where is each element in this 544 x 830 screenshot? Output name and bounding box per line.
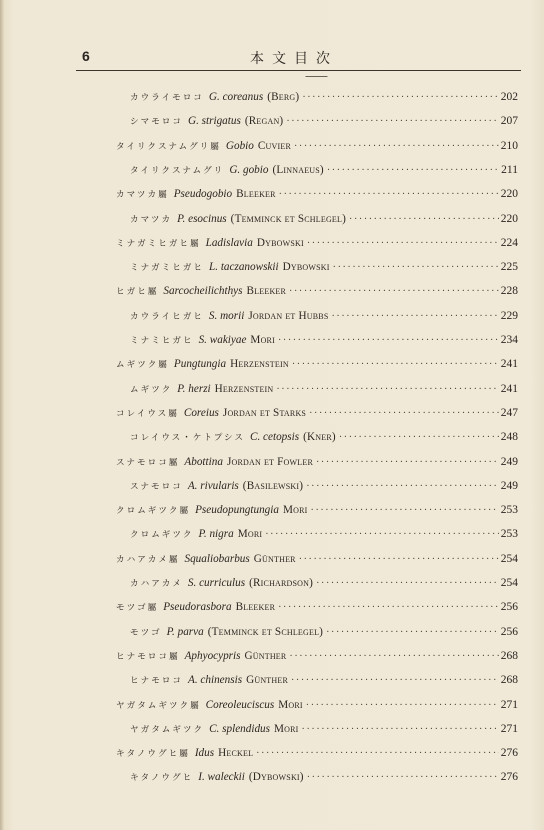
toc-entry [130,674,518,692]
japanese-name: ヤガタムギツク屬 [116,700,201,711]
toc-entry [130,577,518,595]
japanese-name: カマツカ屬 [116,190,169,201]
toc-entry [130,723,518,741]
toc-entry [116,699,518,717]
toc-entry [130,383,518,401]
japanese-name: スナモロコ [130,481,183,492]
page-reference: 268 [500,674,518,687]
page-reference: 220 [500,188,518,201]
author-name: (Berg) [267,91,300,103]
page-reference: 248 [500,431,518,444]
scientific-name: P. nigra [198,528,234,541]
scientific-name: C. cetopsis [249,431,300,444]
dot-leader [289,286,499,297]
japanese-name: カウライヒガヒ [130,311,204,322]
page-reference: 241 [500,358,518,371]
toc-entry [130,261,518,279]
page-reference: 202 [500,91,518,103]
author-name: (Linnaeus) [272,163,324,176]
scientific-name: S. wakiyae [198,334,247,346]
author-name: Herzenstein [214,382,274,395]
scientific-name: Aphyocypris [184,649,241,662]
japanese-name: タイリクスナムグリ屬 [116,141,221,152]
author-name: Dybowski [256,236,304,249]
toc-entry [130,115,518,133]
dot-leader [332,311,499,322]
japanese-name: ムギツク屬 [116,360,169,371]
dot-leader [316,578,499,589]
toc-entry [130,213,518,231]
dot-leader [278,602,499,613]
japanese-name: クロムギツク [130,530,194,541]
toc-entry [130,528,518,546]
toc-entry [116,650,518,668]
japanese-name: カマツカ [130,214,173,225]
japanese-name: コレイウス屬 [116,408,179,419]
toc-entry [130,771,518,789]
japanese-name: ミナガミヒガヒ [130,263,204,274]
page-reference: 224 [500,236,518,249]
page-reference: 225 [500,261,518,274]
toc-entry [130,480,518,498]
page-reference: 253 [500,528,518,541]
dot-leader [316,457,499,468]
japanese-name: カハアカメ [130,579,183,589]
page-reference: 210 [500,139,518,152]
japanese-name: ミナミヒガヒ [130,336,194,346]
author-name: (Temminck et Schlegel) [207,625,324,638]
page-reference: 271 [500,722,518,735]
page-reference: 249 [500,479,518,492]
japanese-name: モツゴ屬 [116,603,159,614]
toc-entry [116,747,518,765]
dot-leader [306,481,499,492]
page-reference: 249 [500,455,518,468]
dot-leader [302,724,499,735]
scientific-name: Pseudopungtungia [195,504,279,517]
toc-entry [130,164,518,182]
scientific-name: Pseudogobio [173,188,233,201]
dot-leader [327,165,499,176]
author-name: Jordan et Starks [222,406,307,419]
scientific-name: I. waleckii [198,771,245,784]
dot-leader [349,214,499,225]
scientific-name: S. morii [208,309,245,322]
japanese-name: ヒナモロコ [130,676,183,687]
page-reference: 256 [500,625,518,638]
scientific-name: Pseudorasbora [163,601,232,614]
japanese-name: タイリクスナムグリ [130,165,225,176]
page-reference: 254 [500,552,518,565]
dot-leader [307,238,499,249]
japanese-name: ミナガミヒガヒ屬 [116,238,201,249]
author-name: Bleeker [236,188,276,201]
running-title: 本文目次 [250,51,338,67]
page-reference: 211 [501,163,518,176]
dot-leader [326,627,499,638]
page-reference: 254 [500,577,518,589]
scientific-name: Ladislavia [205,236,253,249]
scientific-name: G. gobio [229,163,269,176]
japanese-name: ムギツク [130,384,173,395]
toc-entry [116,140,518,158]
scientific-name: L. taczanowskii [209,261,279,274]
page-number: 6 [82,48,90,64]
author-name: Bleeker [246,285,287,298]
scientific-name: Idus [194,747,215,760]
page-reference: 271 [500,698,518,711]
author-name: Mori [274,722,299,735]
scientific-name: Squaliobarbus [184,552,250,565]
author-name: Mori [278,698,303,711]
dot-leader [276,384,498,395]
japanese-name: コレイウス・ケトプシス [130,433,245,444]
author-name: (Kner) [303,431,336,444]
dot-leader [299,554,499,565]
japanese-name: クロムギツク屬 [116,506,191,517]
scientific-name: Coreius [183,406,219,419]
dot-leader [306,700,499,711]
japanese-name: ヒナモロコ屬 [116,651,180,662]
japanese-name: キタノウグヒ屬 [116,749,190,760]
author-name: Mori [237,528,263,541]
page-reference: 207 [500,115,518,128]
dot-leader [256,748,499,759]
toc-entry [130,91,518,109]
dot-leader [294,141,499,152]
page-edge-shadow [0,0,4,830]
author-name: (Dybowski) [248,771,304,784]
scientific-name: P. parva [166,625,204,638]
page-header [0,44,544,68]
page-reference: 256 [500,601,518,614]
page-reference: 241 [500,382,518,395]
japanese-name: ヤガタムギツク [130,724,205,735]
page-reference: 229 [500,309,518,322]
toc-entry [116,553,518,571]
dot-leader [339,432,499,443]
scientific-name: G. coreanus [208,91,264,103]
page-reference: 268 [500,649,518,662]
toc-entry [116,504,518,522]
author-name: Mori [282,504,308,517]
scientific-name: Pungtungia [173,358,227,371]
scientific-name: P. herzi [177,382,211,395]
dot-leader [286,116,498,127]
scientific-name: G. strigatus [187,115,241,128]
dot-leader [278,335,499,346]
toc-entry [130,626,518,644]
dot-leader [302,92,498,103]
japanese-name: キタノウグヒ [130,773,194,784]
dot-leader [307,772,499,783]
page-reference: 276 [500,747,518,760]
author-name: (Richardson) [249,577,314,589]
author-name: Jordan et Fowler [226,455,313,468]
author-name: Mori [250,334,275,346]
dot-leader [265,529,499,540]
page-reference: 234 [500,334,518,346]
dot-leader [291,675,499,686]
author-name: Herzenstein [230,358,289,371]
japanese-name: ヒガヒ屬 [116,287,159,298]
author-name: (Regan) [244,115,284,128]
scientific-name: Abottina [184,455,223,468]
author-name: Günther [244,649,287,662]
dot-leader [333,262,499,273]
dot-leader [292,359,499,370]
author-name: Bleeker [235,601,276,614]
toc-entry [116,407,518,425]
author-name: Heckel [218,747,254,760]
author-name: Cuvier [257,139,291,152]
toc-entry [116,188,518,206]
page-reference: 276 [500,771,518,784]
japanese-name: スナモロコ屬 [116,457,180,468]
scientific-name: A. rivularis [187,479,239,492]
author-name: Dybowski [282,261,330,274]
author-name: (Basilewski) [242,479,304,492]
toc-entry [130,431,518,449]
toc-entry [130,334,518,352]
japanese-name: シマモロコ [130,117,183,128]
scientific-name: A. chinensis [187,674,243,687]
dot-leader [311,505,499,516]
japanese-name: モツゴ [130,627,162,638]
header-rule [76,70,521,71]
scientific-name: P. esocinus [177,212,227,225]
toc-entry [116,456,518,474]
author-name: Jordan et Hubbs [248,309,329,322]
author-name: Günther [246,674,288,687]
toc-entry [130,310,518,328]
japanese-name: カハアカメ屬 [116,554,180,565]
page-reference: 228 [500,285,518,298]
page-reference: 253 [500,504,518,517]
scientific-name: C. splendidus [209,722,270,735]
dot-leader [289,651,498,662]
toc-entry [116,237,518,255]
scientific-name: S. curriculus [187,577,246,589]
scientific-name: Coreoleuciscus [205,698,275,711]
page-reference: 247 [500,406,518,419]
author-name: Günther [253,552,296,565]
toc-entry [116,285,518,303]
toc-entry [116,601,518,619]
scientific-name: Sarcocheilichthys [163,285,243,298]
scientific-name: Gobio [225,139,254,152]
dot-leader [279,189,499,200]
page-reference: 220 [500,212,518,225]
japanese-name: カウライモロコ [130,93,204,103]
author-name: (Temminck et Schlegel) [230,212,347,225]
rule-ornament [305,70,333,77]
toc-entry [116,358,518,376]
dot-leader [309,408,499,419]
